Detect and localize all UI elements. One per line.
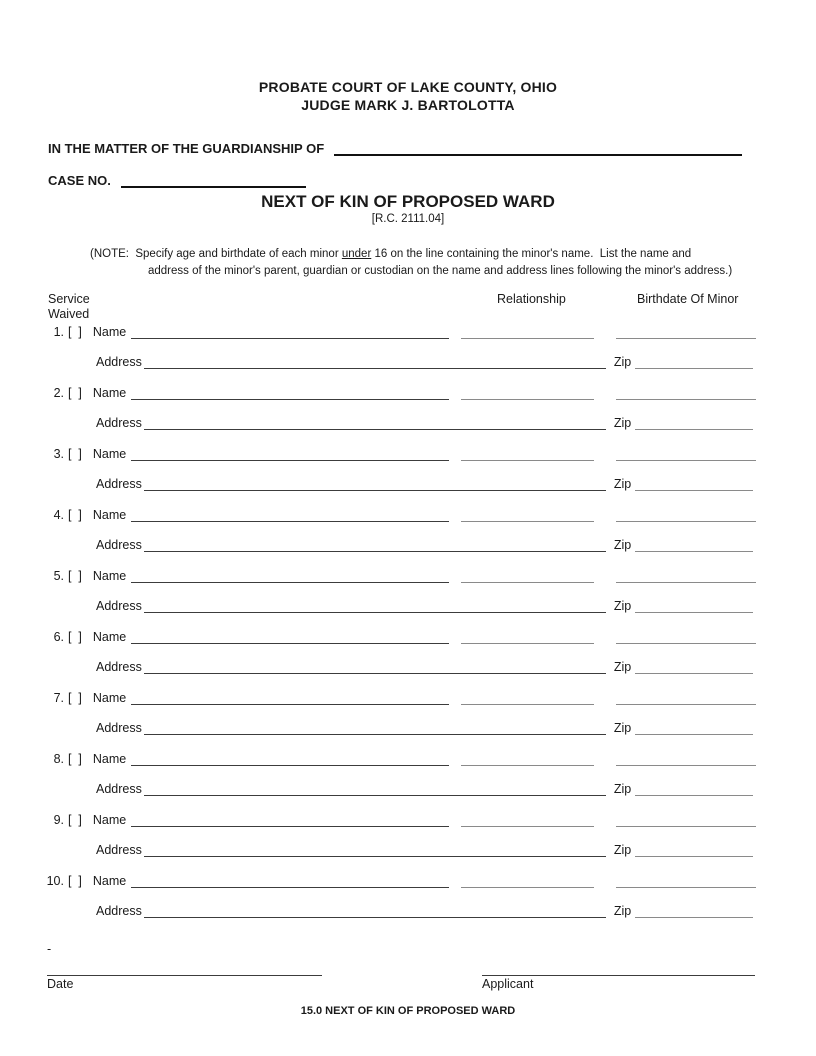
service-waived-checkbox[interactable]: [ ] [68, 813, 82, 827]
kin-entry-10 [0, 871, 816, 932]
address-field[interactable] [144, 842, 606, 857]
signature-row [47, 962, 816, 992]
zip-field[interactable] [635, 903, 753, 918]
relationship-field[interactable] [461, 507, 594, 522]
relationship-field[interactable] [461, 324, 594, 339]
entry-number: 4. [53, 508, 64, 522]
name-field[interactable] [131, 812, 449, 827]
entry-number: 3. [53, 447, 64, 461]
entry-number: 7. [53, 691, 64, 705]
service-waived-checkbox[interactable]: [ ] [68, 630, 82, 644]
birthdate-field[interactable] [616, 324, 756, 339]
case-number-label: CASE NO. [48, 173, 111, 188]
service-waived-checkbox[interactable]: [ ] [68, 691, 82, 705]
birthdate-field[interactable] [616, 690, 756, 705]
statute-reference: [R.C. 2111.04] [371, 213, 445, 225]
name-label: Name [92, 691, 127, 705]
service-waived-checkbox[interactable]: [ ] [68, 752, 82, 766]
stray-dash-mark: - [47, 942, 52, 956]
kin-entry-4 [0, 505, 816, 566]
address-label: Address [96, 843, 142, 857]
zip-field[interactable] [635, 781, 753, 796]
address-field[interactable] [144, 537, 606, 552]
note-text-prefix: (NOTE: Specify age and birthdate of each minor [90, 248, 342, 260]
kin-entry-7 [0, 688, 816, 749]
birthdate-field[interactable] [616, 446, 756, 461]
address-label: Address [96, 599, 142, 613]
court-name: PROBATE COURT OF LAKE COUNTY, OHIO [258, 79, 558, 95]
kin-entry-2 [0, 383, 816, 444]
address-label: Address [96, 660, 142, 674]
name-label: Name [92, 813, 127, 827]
relationship-field[interactable] [461, 812, 594, 827]
name-field[interactable] [131, 751, 449, 766]
zip-label: Zip [613, 416, 632, 430]
birthdate-field[interactable] [616, 873, 756, 888]
address-label: Address [96, 721, 142, 735]
service-waived-checkbox[interactable]: [ ] [68, 508, 82, 522]
zip-label: Zip [613, 538, 632, 552]
form-footer-title: 15.0 NEXT OF KIN OF PROPOSED WARD [300, 1005, 516, 1017]
kin-entry-5 [0, 566, 816, 627]
date-label: Date [47, 977, 74, 991]
note-text-suffix: 16 on the line containing the minor's name. List the name and [371, 248, 692, 260]
kin-entry-3 [0, 444, 816, 505]
name-label: Name [92, 447, 127, 461]
zip-field[interactable] [635, 598, 753, 613]
entry-number: 9. [53, 813, 64, 827]
birthdate-field[interactable] [616, 385, 756, 400]
address-label: Address [96, 538, 142, 552]
address-label: Address [96, 782, 142, 796]
applicant-signature-field[interactable] [482, 962, 755, 976]
zip-label: Zip [613, 904, 632, 918]
address-label: Address [96, 477, 142, 491]
zip-field[interactable] [635, 720, 753, 735]
name-field[interactable] [131, 507, 449, 522]
name-field[interactable] [131, 385, 449, 400]
name-label: Name [92, 569, 127, 583]
column-birthdate-of-minor: Birthdate Of Minor [637, 292, 739, 306]
address-label: Address [96, 355, 142, 369]
service-waived-checkbox[interactable]: [ ] [68, 569, 82, 583]
name-label: Name [92, 386, 127, 400]
note-underlined-word: under [341, 248, 372, 260]
entry-number: 1. [53, 325, 64, 339]
relationship-field[interactable] [461, 690, 594, 705]
relationship-field[interactable] [461, 385, 594, 400]
kin-entry-6 [0, 627, 816, 688]
zip-label: Zip [613, 721, 632, 735]
name-field[interactable] [131, 324, 449, 339]
address-label: Address [96, 904, 142, 918]
column-relationship: Relationship [497, 292, 566, 306]
column-service-waived [48, 292, 90, 322]
date-block [47, 962, 322, 992]
entry-number: 6. [53, 630, 64, 644]
instructions-note [90, 246, 776, 280]
relationship-field[interactable] [461, 446, 594, 461]
relationship-field[interactable] [461, 751, 594, 766]
name-field[interactable] [131, 873, 449, 888]
applicant-label: Applicant [482, 977, 534, 991]
kin-entry-9 [0, 810, 816, 871]
column-service-line1: Service [48, 292, 90, 306]
name-label: Name [92, 508, 127, 522]
kin-entry-8 [0, 749, 816, 810]
name-label: Name [92, 752, 127, 766]
address-field[interactable] [144, 720, 606, 735]
zip-field[interactable] [635, 476, 753, 491]
birthdate-field[interactable] [616, 751, 756, 766]
name-label: Name [92, 630, 127, 644]
birthdate-field[interactable] [616, 568, 756, 583]
column-service-line2: Waived [48, 307, 90, 321]
name-field[interactable] [131, 690, 449, 705]
zip-field[interactable] [635, 537, 753, 552]
birthdate-field[interactable] [616, 507, 756, 522]
address-field[interactable] [144, 781, 606, 796]
zip-label: Zip [613, 477, 632, 491]
guardianship-name-field[interactable] [334, 141, 742, 156]
case-row [48, 173, 768, 188]
address-field[interactable] [144, 476, 606, 491]
column-headers [0, 292, 816, 322]
form-title: NEXT OF KIN OF PROPOSED WARD [261, 192, 555, 211]
matter-label: IN THE MATTER OF THE GUARDIANSHIP OF [48, 141, 325, 156]
relationship-field[interactable] [461, 629, 594, 644]
zip-label: Zip [613, 843, 632, 857]
name-field[interactable] [131, 629, 449, 644]
service-waived-checkbox[interactable]: [ ] [68, 447, 82, 461]
birthdate-field[interactable] [616, 629, 756, 644]
service-waived-checkbox[interactable]: [ ] [68, 874, 82, 888]
date-field[interactable] [47, 962, 322, 976]
relationship-field[interactable] [461, 873, 594, 888]
zip-field[interactable] [635, 354, 753, 369]
address-label: Address [96, 416, 142, 430]
kin-entries [0, 322, 816, 932]
address-field[interactable] [144, 659, 606, 674]
entry-number: 10. [46, 874, 64, 888]
name-label: Name [92, 325, 127, 339]
judge-name: JUDGE MARK J. BARTOLOTTA [301, 97, 515, 113]
zip-label: Zip [613, 599, 632, 613]
note-text-line2: address of the minor's parent, guardian or custodian on the name and address lines following the minor's address.) [148, 265, 733, 277]
kin-entry-1 [0, 322, 816, 383]
address-field[interactable] [144, 598, 606, 613]
entry-number: 5. [53, 569, 64, 583]
matter-row [48, 141, 742, 156]
zip-label: Zip [613, 355, 632, 369]
zip-field[interactable] [635, 415, 753, 430]
name-label: Name [92, 874, 127, 888]
address-field[interactable] [144, 415, 606, 430]
entry-number: 2. [53, 386, 64, 400]
zip-label: Zip [613, 782, 632, 796]
service-waived-checkbox[interactable]: [ ] [68, 325, 82, 339]
service-waived-checkbox[interactable]: [ ] [68, 386, 82, 400]
zip-label: Zip [613, 660, 632, 674]
birthdate-field[interactable] [616, 812, 756, 827]
entry-number: 8. [53, 752, 64, 766]
zip-field[interactable] [635, 842, 753, 857]
case-number-field[interactable] [121, 173, 306, 188]
name-field[interactable] [131, 568, 449, 583]
court-header [0, 0, 816, 114]
zip-field[interactable] [635, 659, 753, 674]
applicant-block [482, 962, 755, 992]
relationship-field[interactable] [461, 568, 594, 583]
name-field[interactable] [131, 446, 449, 461]
address-field[interactable] [144, 354, 606, 369]
address-field[interactable] [144, 903, 606, 918]
